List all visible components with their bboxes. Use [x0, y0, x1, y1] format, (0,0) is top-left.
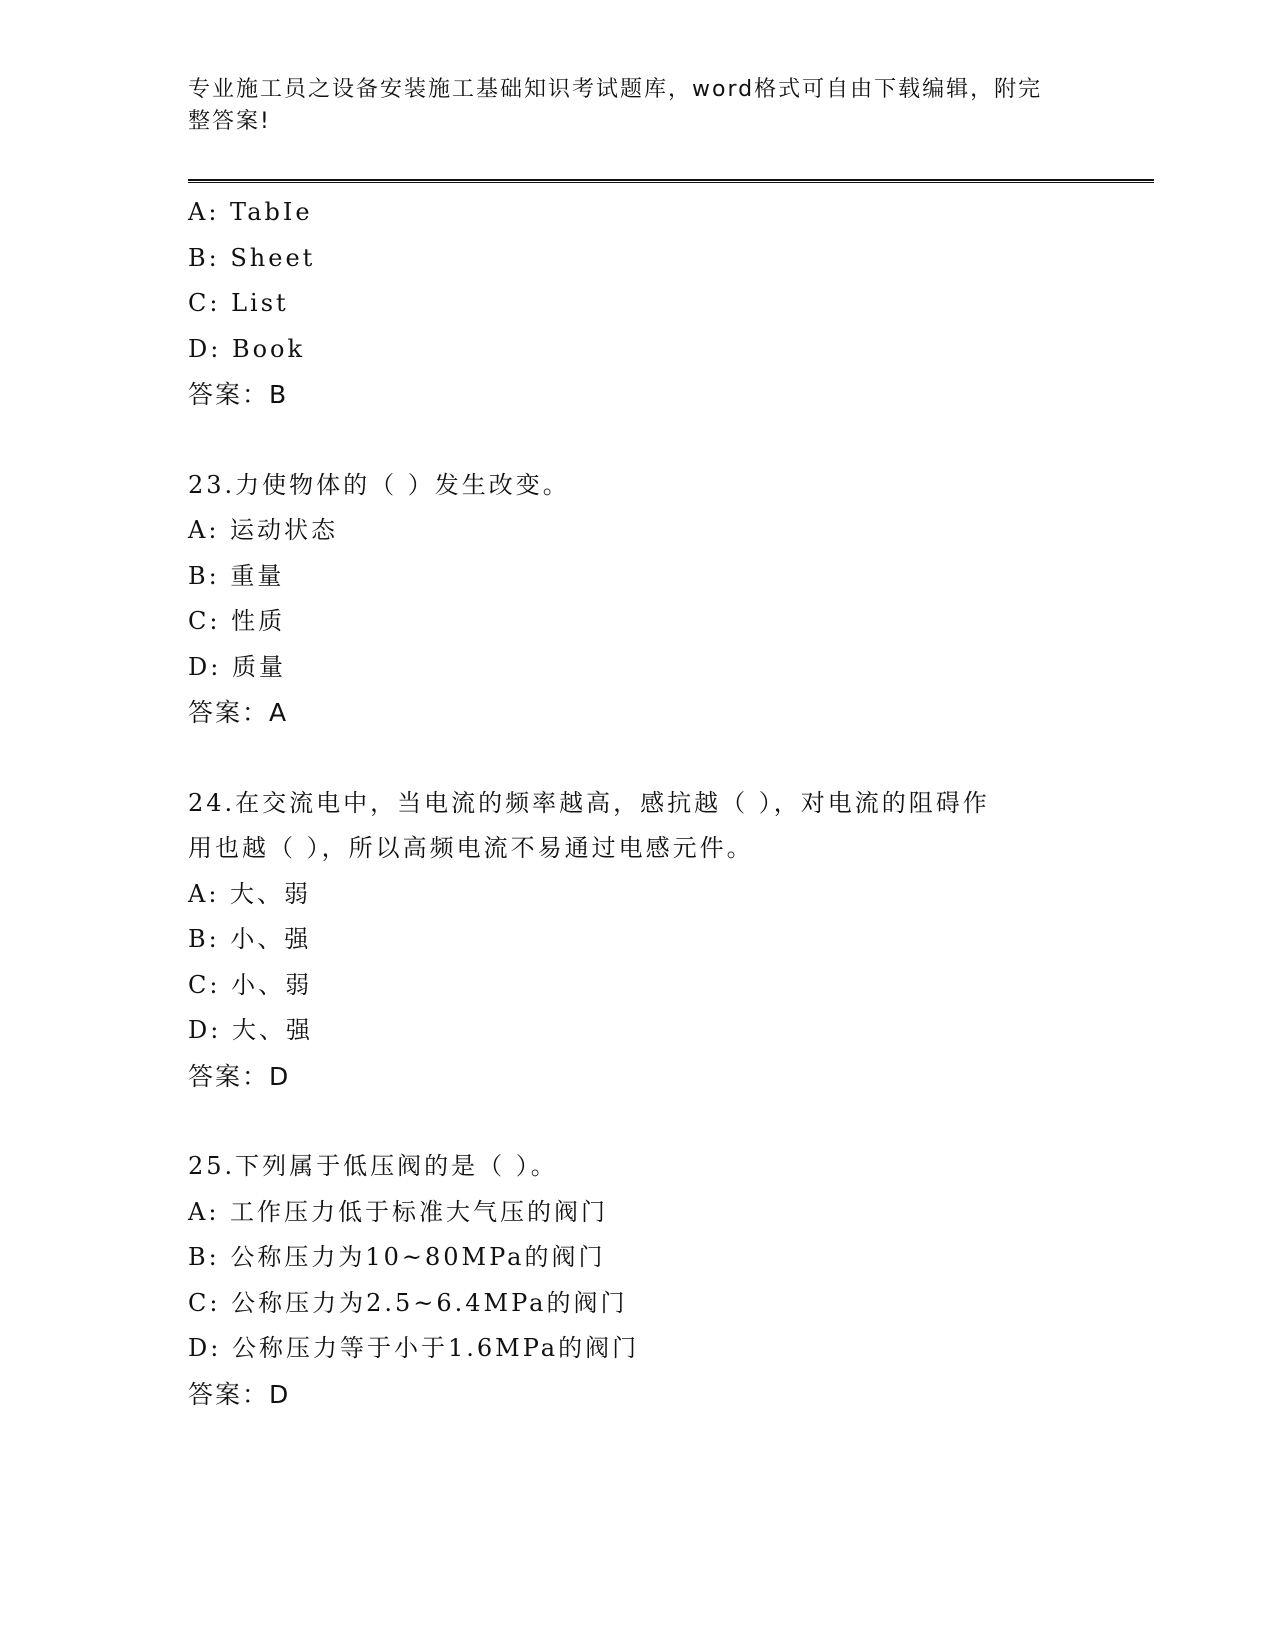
spacer	[188, 736, 1068, 781]
option-c: C: 小、弱	[188, 970, 313, 999]
question-list	[188, 190, 1068, 1417]
answer: 答案：D	[188, 1379, 291, 1409]
option-a: A: 运动状态	[188, 516, 339, 544]
option-b: B: 小、强	[188, 925, 312, 953]
question-text: 25.下列属于低压阀的是（ ）。	[188, 1152, 558, 1180]
option-b: B: Sheet	[188, 243, 316, 272]
question-24	[188, 781, 1068, 1100]
question-text-line-1: 24.在交流电中，当电流的频率越高，感抗越（ ），对电流的阻碍作	[188, 788, 990, 817]
option-d: D: 公称压力等于小于1.6MPa的阀门	[188, 1334, 640, 1362]
answer: 答案：D	[188, 1061, 291, 1091]
spacer	[188, 418, 1068, 463]
option-d: D: 质量	[188, 652, 286, 681]
question-text: 23.力使物体的（ ）发生改变。	[188, 470, 570, 499]
option-d: D: 大、强	[188, 1016, 313, 1044]
question-23	[188, 463, 1068, 736]
option-c: C: 性质	[188, 607, 286, 635]
option-a: A: TabIe	[188, 198, 313, 226]
answer: 答案：B	[188, 380, 289, 409]
option-c: C: List	[188, 289, 289, 317]
header-line-1: 专业施工员之设备安装施工基础知识考试题库，word格式可自由下载编辑，附完	[188, 77, 1043, 102]
option-a: A: 大、弱	[188, 879, 312, 908]
option-b: B: 重量	[188, 561, 285, 590]
header-divider	[188, 179, 1154, 183]
question-22	[188, 190, 1068, 418]
option-b: B: 公称压力为10~80MPa的阀门	[188, 1243, 606, 1271]
spacer	[188, 1099, 1068, 1144]
option-c: C: 公称压力为2.5~6.4MPa的阀门	[188, 1288, 628, 1317]
question-text-line-2: 用也越（ ），所以高频电流不易通过电感元件。	[188, 834, 754, 862]
option-a: A: 工作压力低于标准大气压的阀门	[188, 1197, 609, 1226]
answer: 答案：A	[188, 698, 289, 727]
page-header	[188, 74, 1068, 138]
header-line-2: 整答案!	[188, 109, 271, 134]
option-d: D: Book	[188, 334, 306, 363]
question-25	[188, 1144, 1068, 1417]
